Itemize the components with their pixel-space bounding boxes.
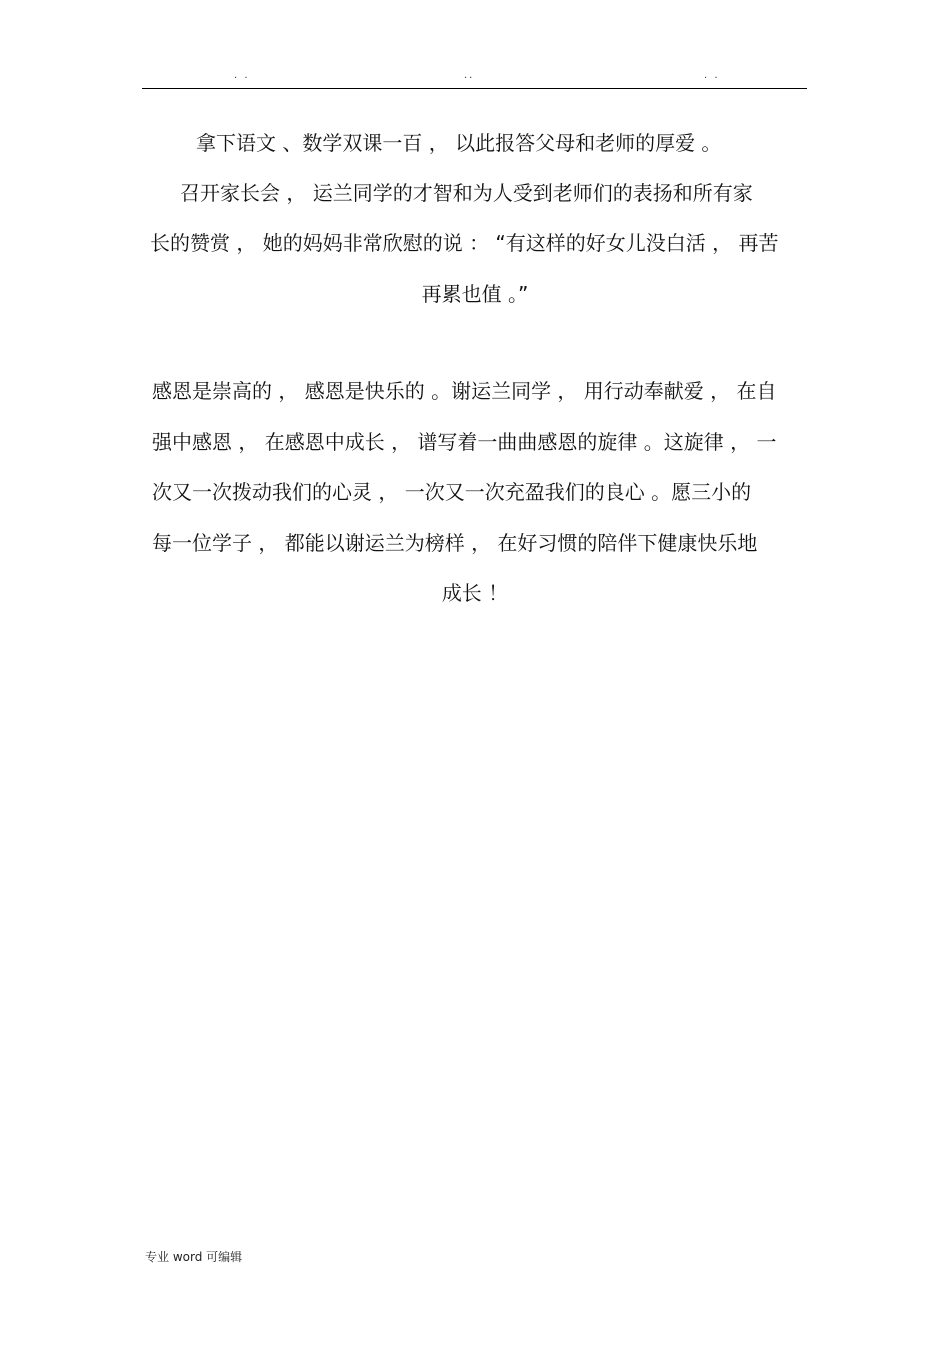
header-mark-left: . . xyxy=(234,70,250,81)
text-line: 召开家长会 ， 运兰同学的才智和为人受到老师们的表扬和所有家 xyxy=(180,181,753,205)
text-line: 感恩是崇高的 ， 感恩是快乐的 。谢运兰同学 ， 用行动奉献爱 ， 在自 xyxy=(152,379,777,403)
text-line: 次又一次拨动我们的心灵 ， 一次又一次充盈我们的良心 。愿三小的 xyxy=(152,480,752,504)
header-rule xyxy=(142,88,807,89)
header-mark-right: . . xyxy=(704,70,720,81)
text-line: 长的赞赏 ， 她的妈妈非常欣慰的说 ： “有这样的好女儿没白活 ， 再苦 xyxy=(150,231,779,255)
text-line: 拿下语文 、数学双课一百 ， 以此报答父母和老师的厚爱 。 xyxy=(196,131,722,155)
text-line: 每一位学子 ， 都能以谢运兰为榜样 ， 在好习惯的陪伴下健康快乐地 xyxy=(152,531,758,555)
footer-note: 专业 word 可编辑 xyxy=(145,1250,243,1264)
text-line: 成长 ！ xyxy=(441,581,509,605)
header-mark-center: .. xyxy=(464,70,475,81)
text-line: 再累也值 。” xyxy=(421,282,529,306)
text-line: 强中感恩 ， 在感恩中成长 ， 谱写着一曲曲感恩的旋律 。这旋律 ， 一 xyxy=(152,430,777,454)
